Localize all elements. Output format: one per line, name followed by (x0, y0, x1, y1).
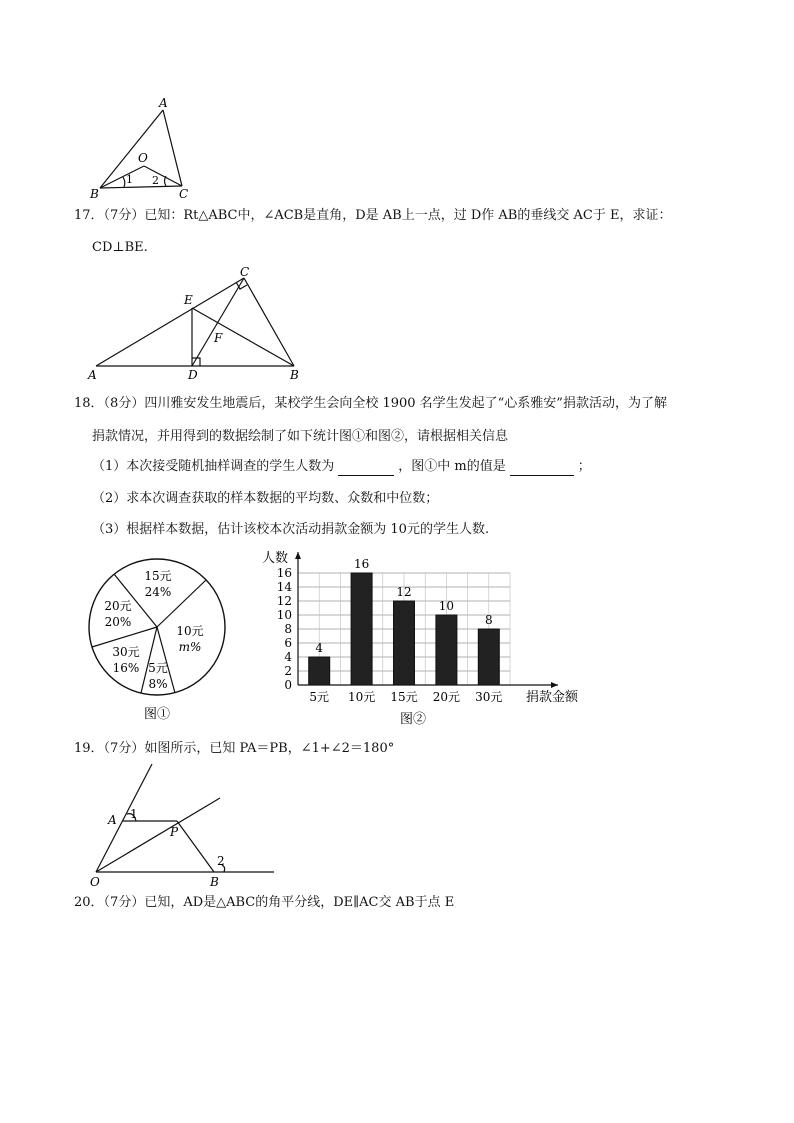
bar (478, 629, 499, 685)
label-D: D (188, 368, 198, 382)
q17-line2: CD⊥BE. (92, 240, 148, 255)
pie-label-15: 15元 (144, 569, 172, 583)
label-B: B (290, 368, 299, 382)
bar-value-label: 10 (438, 599, 455, 613)
angle-2: 2 (217, 854, 225, 868)
pie-label-20: 20元 (104, 599, 132, 613)
angle-1: 1 (130, 807, 138, 821)
y-tick-label: 2 (284, 664, 292, 678)
bar-value-label: 4 (315, 641, 324, 655)
pie-pct-20: 20% (104, 615, 132, 629)
pie-pct-30: 16% (112, 661, 140, 675)
y-tick-label: 10 (276, 608, 292, 622)
q18-sub3: （3）根据样本数据，估计该校本次活动捐款金额为 10元的学生人数. (92, 522, 490, 537)
q18-sub1-a: （1）本次接受随机抽样调查的学生人数为 (92, 459, 335, 474)
q18-sub1-c: ； (577, 459, 591, 474)
pie-label-30: 30元 (112, 645, 140, 659)
y-tick-label: 8 (284, 622, 292, 636)
label-C: C (179, 187, 189, 201)
figure-19 (84, 758, 284, 890)
label-P: P (170, 825, 179, 839)
x-tick-label: 5元 (309, 690, 330, 704)
x-tick-label: 20元 (432, 690, 461, 704)
label-E: E (184, 293, 193, 307)
label-B: B (90, 187, 99, 201)
figure-17 (84, 262, 314, 382)
q18-line2: 捐款情况，并用得到的数据绘制了如下统计图①和图②，请根据相关信息 (92, 429, 509, 444)
pie-caption: 图① (144, 707, 171, 722)
y-axis-label: 人数 (262, 551, 289, 566)
label-A: A (88, 368, 97, 382)
bar (394, 601, 415, 685)
bar-value-label: 16 (353, 557, 370, 571)
x-tick-label: 10元 (347, 690, 376, 704)
y-tick-label: 16 (276, 566, 292, 580)
bar (351, 573, 372, 685)
angle-2: 2 (152, 174, 159, 187)
pie-pct-10: m% (178, 640, 202, 654)
bar-value-label: 12 (396, 585, 412, 599)
bar-chart (250, 548, 590, 728)
q19-line1: 19．（7分）如图所示，已知 PA＝PB，∠1+∠2＝180° (74, 741, 395, 756)
q20-line1: 20．（7分）已知，AD是△ABC的角平分线，DE∥AC交 AB于点 E (74, 895, 455, 910)
y-tick-label: 14 (276, 580, 292, 594)
label-C: C (240, 265, 250, 279)
answer-blank-2[interactable] (510, 461, 574, 476)
label-A: A (108, 813, 117, 827)
y-tick-label: 4 (284, 650, 292, 664)
x-tick-label: 30元 (475, 690, 503, 704)
label-O: O (138, 151, 148, 165)
x-axis-label: 捐款金额 (526, 690, 579, 705)
q18-line1: 18．（8分）四川雅安发生地震后，某校学生会向全校 1900 名学生发起了“心系雅安”捐款活动，为了解 (74, 396, 667, 411)
y-tick-label: 6 (284, 636, 292, 650)
x-tick-label: 15元 (390, 690, 418, 704)
x-axis-arrow (551, 682, 558, 688)
bar-value-label: 8 (484, 613, 493, 627)
pie-label-10: 10元 (176, 624, 204, 638)
answer-blank-1[interactable] (338, 461, 394, 476)
pie-pct-15: 24% (144, 585, 172, 599)
label-O: O (90, 875, 100, 889)
figure-16 (80, 90, 200, 202)
label-B: B (210, 875, 219, 889)
label-F: F (214, 331, 223, 345)
y-tick-label: 0 (284, 678, 292, 692)
y-tick-label: 12 (276, 594, 292, 608)
q17-line1: 17．（7分）已知：Rt△ABC中，∠ACB是直角，D是 AB上一点，过 D作 AB的垂线交 AC于 E，求证： (74, 208, 672, 223)
q18-sub1 (92, 458, 591, 476)
q18-sub2: （2）求本次调查获取的样本数据的平均数、众数和中位数； (92, 491, 439, 506)
y-axis-arrow (295, 552, 301, 559)
bar (309, 657, 330, 685)
angle-1: 1 (126, 173, 133, 186)
label-A: A (159, 96, 168, 110)
pie-pct-5: 8% (148, 677, 168, 691)
bar-caption: 图② (400, 712, 427, 727)
q18-sub1-b: ，图①中 m的值是 (398, 459, 506, 474)
pie-chart (84, 555, 234, 725)
bar (436, 615, 457, 685)
pie-label-5: 5元 (148, 661, 168, 675)
